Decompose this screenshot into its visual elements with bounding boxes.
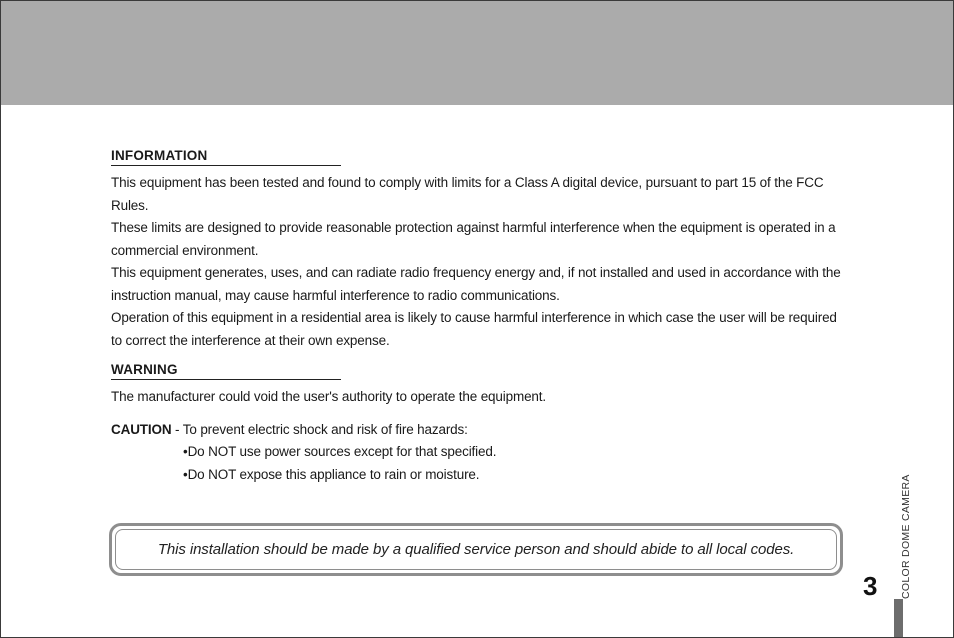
page-number: 3	[863, 571, 878, 601]
warning-section	[111, 362, 851, 409]
warning-heading: WARNING	[111, 362, 341, 380]
information-paragraph: Operation of this equipment in a residential area is likely to cause harmful interference in which case the user will be required to correct the interference at their own expense.	[111, 310, 837, 348]
notice-inner-frame	[115, 529, 837, 570]
caution-text: - To prevent electric shock and risk of fire hazards:	[171, 421, 468, 437]
notice-text: This installation should be made by a qualified service person and should abide to all local codes.	[157, 541, 795, 558]
information-paragraph: This equipment has been tested and found to comply with limits for a Class A digital device, pursuant to part 15 of the FCC Rules.	[111, 175, 824, 213]
notice-box	[109, 523, 843, 576]
information-paragraph: These limits are designed to provide reasonable protection against harmful interference when the equipment is operated in a commercial environment.	[111, 220, 836, 258]
warning-text: The manufacturer could void the user's authority to operate the equipment.	[111, 389, 546, 404]
side-marker-bar	[894, 599, 903, 638]
caution-label: CAUTION	[111, 421, 172, 437]
caution-bullet: •Do NOT expose this appliance to rain or moisture.	[183, 466, 480, 482]
information-heading: INFORMATION	[111, 148, 341, 166]
side-label: COLOR DOME CAMERA	[900, 474, 912, 599]
main-content	[111, 148, 851, 486]
information-paragraph: This equipment generates, uses, and can radiate radio frequency energy and, if not installed and used in accordance with the instruction manual, may cause harmful interference to radio communications.	[111, 265, 841, 303]
header-band	[1, 1, 953, 105]
caution-bullet: •Do NOT use power sources except for that specified.	[183, 444, 497, 459]
caution-line	[111, 419, 851, 442]
